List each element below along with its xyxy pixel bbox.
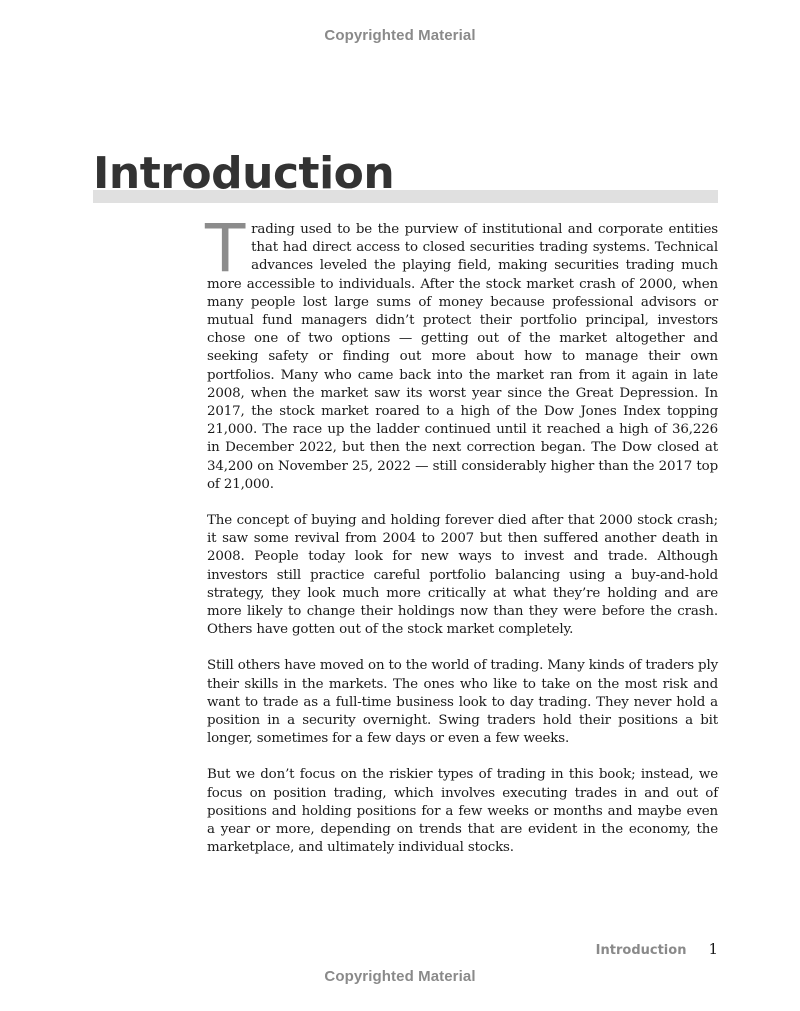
copyright-watermark-top: Copyrighted Material [324,27,476,44]
paragraph-1 [205,210,718,494]
copyright-watermark-bottom: Copyrighted Material [324,968,476,985]
paragraph-4: But we don’t focus on the riskier types of trading in this book; instead, we focus on position trading, which involves executing trades in and out of positions and holding positions for a few weeks or months and maybe even a year or more, depending on trends that are evident in the economy, the marketplace, and ultimately individual stocks. [207,767,718,856]
chapter-heading [93,146,718,204]
page-number: 1 [708,940,718,958]
paragraph-1-text: rading used to be the purview of institutional and corporate entities that had direct access to closed securities trading systems. Technical advances leveled the playing field, making securities trading much more accessible to individuals. After the stock market crash of 2000, when many people lost large sums of money because professional advisors or mutual fund managers didn’t protect their portfolio principal, investors chose one of two options — getting out of the market altogether and seeking safety or finding out more about how to manage their own portfolios. Many who came back into the market ran from it again in late 2008, when the market saw its worst year since the Great Depression. In 2017, the stock market roared to a high of the Dow Jones Index topping 21,000. The race up the ladder continued until it reached a high of 36,226 in December 2022, but then the next correction began. The Dow closed at 34,200 on November 25, 2022 — still considerably higher than the 2017 top of 21,000. [207,222,718,492]
chapter-title: Introduction [93,148,395,199]
footer-chapter-name: Introduction [595,943,687,958]
page-footer [596,940,718,958]
body-text [205,210,718,876]
drop-cap: T [205,210,246,287]
paragraph-3: Still others have moved on to the world of trading. Many kinds of traders ply their skills in the markets. The ones who like to take on the most risk and want to trade as a full-time business look to day trading. They never hold a position in a security overnight. Swing traders hold their positions a bit longer, sometimes for a few days or even a few weeks. [207,658,718,747]
paragraph-2: The concept of buying and holding forever died after that 2000 stock crash; it saw some revival from 2004 to 2007 but then suffered another death in 2008. People today look for new ways to invest and trade. Although investors still practice careful portfolio balancing using a buy-and-hold strategy, they look much more critically at what they’re holding and are more likely to change their holdings now than they were before the crash. Others have gotten out of the stock market completely. [207,513,718,638]
